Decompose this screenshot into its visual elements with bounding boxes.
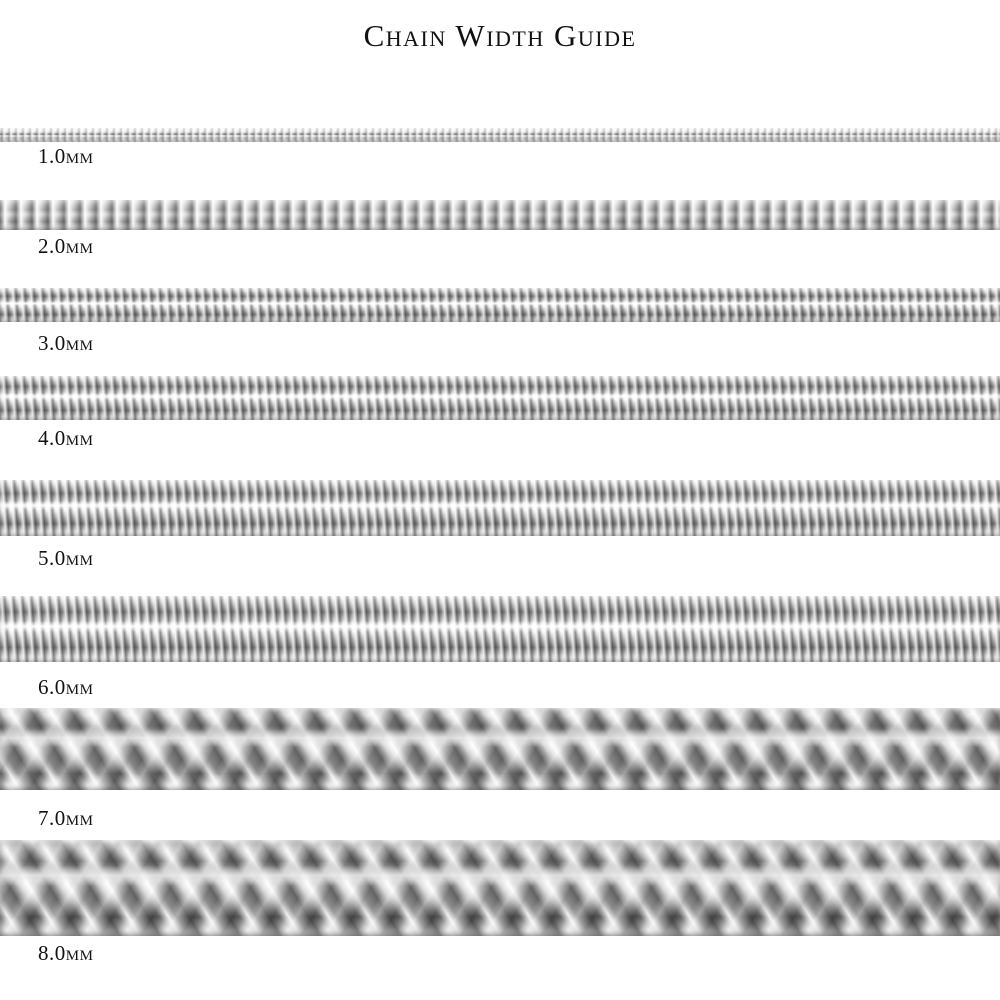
page-title: Chain Width Guide xyxy=(363,18,637,53)
chain-width-label-8.0mm: 8.0mm xyxy=(38,941,94,965)
chain-sample-2.0mm xyxy=(0,200,1000,230)
chain-sample-5.0mm xyxy=(0,480,1000,536)
chain-sample-4.0mm xyxy=(0,376,1000,420)
chain-width-label-5.0mm: 5.0mm xyxy=(38,546,94,570)
chain-width-label-2.0mm: 2.0mm xyxy=(38,234,94,258)
chain-edge-shading xyxy=(0,288,1000,322)
chain-width-label-1.0mm: 1.0mm xyxy=(38,144,94,168)
chain-edge-shading xyxy=(0,200,1000,230)
chain-edge-shading xyxy=(0,708,1000,790)
chain-width-label-3.0mm: 3.0mm xyxy=(38,331,94,355)
chain-sample-8.0mm xyxy=(0,840,1000,936)
chain-sample-7.0mm xyxy=(0,708,1000,790)
chain-edge-shading xyxy=(0,480,1000,536)
chain-sample-6.0mm xyxy=(0,596,1000,662)
chain-sample-3.0mm xyxy=(0,288,1000,322)
chain-edge-shading xyxy=(0,596,1000,662)
chain-sample-1.0mm xyxy=(0,128,1000,142)
chain-width-label-7.0mm: 7.0mm xyxy=(38,806,94,830)
chain-width-label-6.0mm: 6.0mm xyxy=(38,675,94,699)
chain-edge-shading xyxy=(0,376,1000,420)
chain-edge-shading xyxy=(0,128,1000,142)
chain-edge-shading xyxy=(0,840,1000,936)
chain-width-label-4.0mm: 4.0mm xyxy=(38,426,94,450)
